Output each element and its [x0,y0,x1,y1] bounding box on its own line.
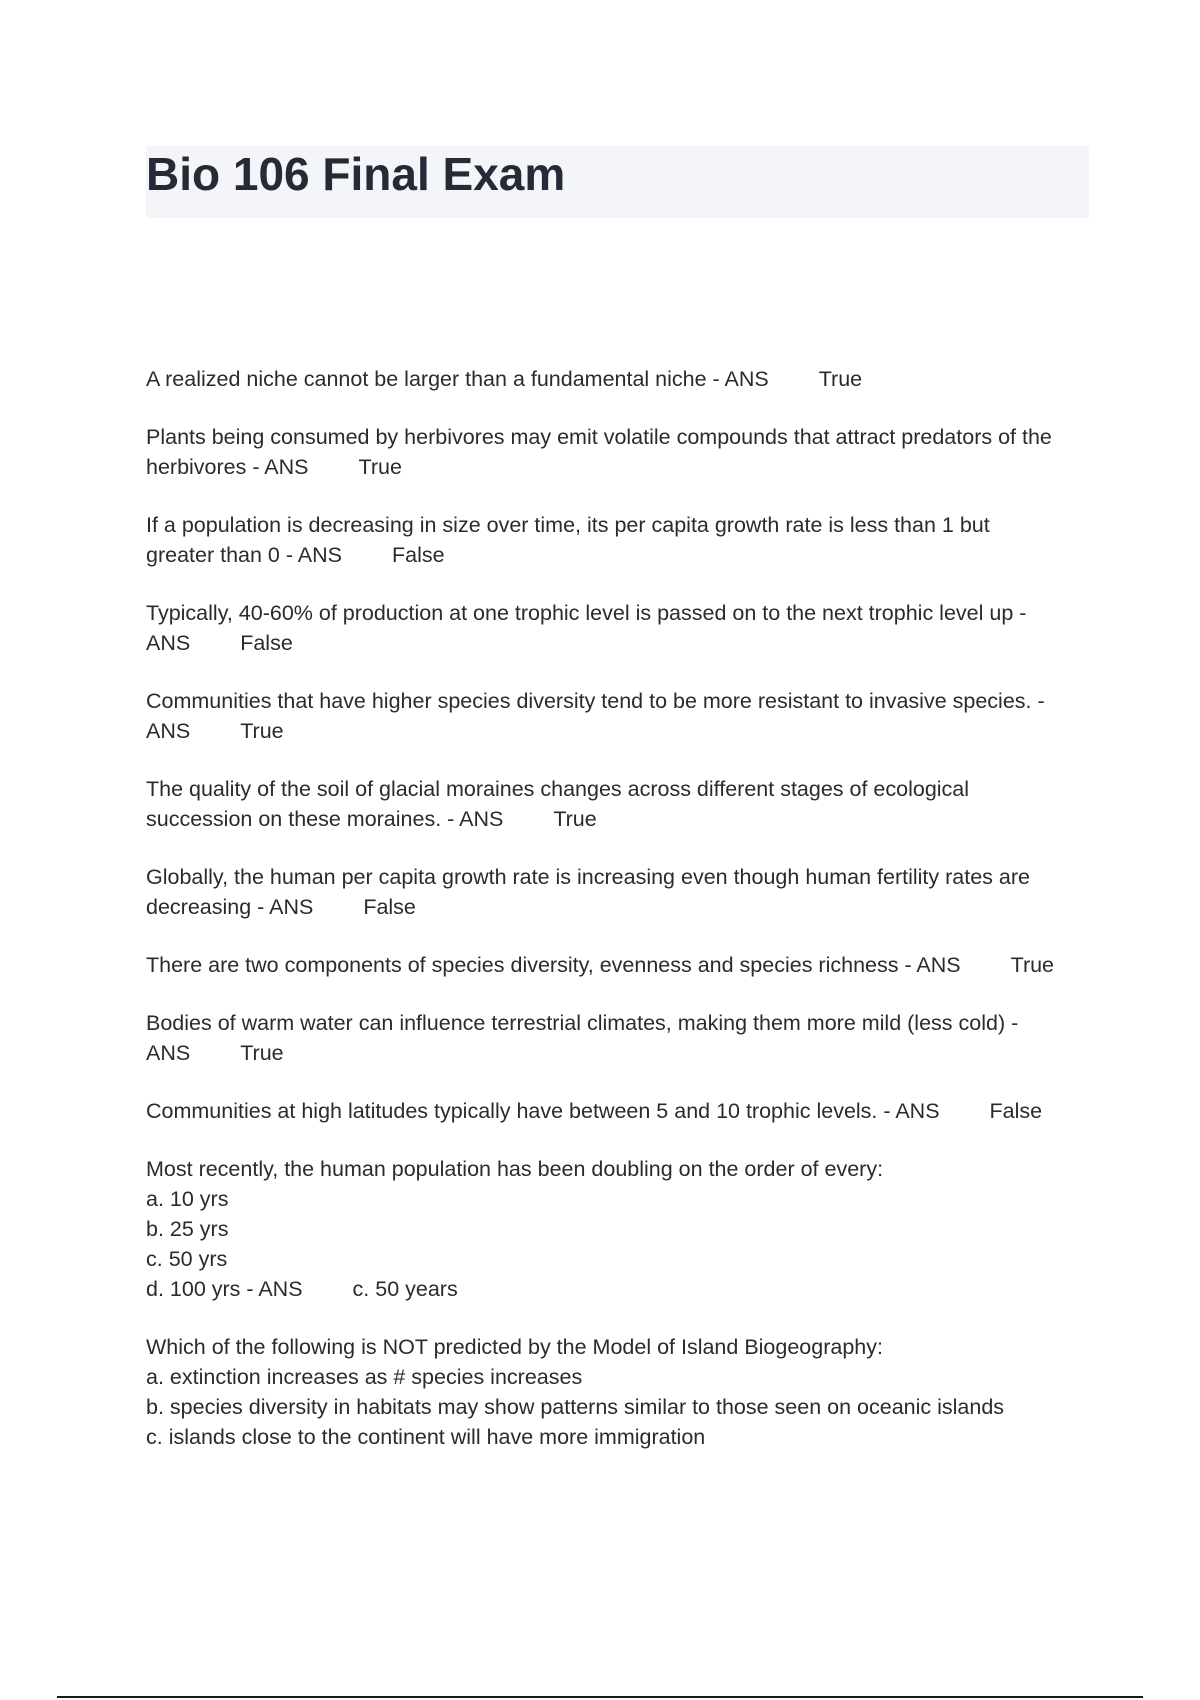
question-line: Which of the following is NOT predicted by the Model of Island Biogeography: [146,1335,883,1359]
question-line-with-answer [146,364,1096,394]
question-item [146,950,1096,980]
question-line-with-answer [146,1038,1096,1068]
answer-text: False [392,543,445,567]
question-item [146,364,1096,394]
question-item [146,1154,1096,1304]
question-text: greater than 0 - ANS [146,543,342,567]
question-line-with-answer [146,892,1096,922]
answer-text: False [363,895,416,919]
question-item [146,1096,1096,1126]
question-item [146,774,1096,834]
question-line-with-answer [146,716,1096,746]
question-line-with-answer [146,1274,1096,1304]
page-title: Bio 106 Final Exam [146,148,566,200]
question-line: Globally, the human per capita growth rate is increasing even though human fertility rates are [146,865,1030,889]
question-item [146,862,1096,922]
question-line: Plants being consumed by herbivores may emit volatile compounds that attract predators of the [146,425,1052,449]
question-text: d. 100 yrs - ANS [146,1277,303,1301]
question-text: decreasing - ANS [146,895,314,919]
question-line-with-answer [146,804,1096,834]
question-line: Most recently, the human population has been doubling on the order of every: [146,1157,884,1181]
question-line-with-answer [146,1096,1096,1126]
answer-text: True [1010,953,1055,977]
question-line: The quality of the soil of glacial moraines changes across different stages of ecological [146,777,970,801]
question-item [146,1332,1096,1452]
question-line: a. extinction increases as # species increases [146,1365,583,1389]
question-line: c. 50 yrs [146,1247,228,1271]
question-text: ANS [146,719,191,743]
question-text: A realized niche cannot be larger than a fundamental niche - ANS [146,367,769,391]
question-line: c. islands close to the continent will have more immigration [146,1425,706,1449]
question-item [146,510,1096,570]
answer-text: True [358,455,402,479]
question-list [146,364,1096,1480]
question-item [146,598,1096,658]
title-band [146,146,1089,218]
question-line-with-answer [146,628,1096,658]
question-text: There are two components of species diversity, evenness and species richness - ANS [146,953,961,977]
question-line: If a population is decreasing in size over time, its per capita growth rate is less than 1 but [146,513,990,537]
question-item [146,1008,1096,1068]
answer-text: False [240,631,293,655]
question-text: herbivores - ANS [146,455,309,479]
answer-text: True [553,807,597,831]
question-line: Typically, 40-60% of production at one trophic level is passed on to the next trophic level up - [146,601,1027,625]
question-line-with-answer [146,540,1096,570]
answer-text: True [240,1041,284,1065]
question-line: a. 10 yrs [146,1187,229,1211]
question-text: succession on these moraines. - ANS [146,807,504,831]
question-line: Bodies of warm water can influence terrestrial climates, making them more mild (less cold) - [146,1011,1019,1035]
question-line: b. 25 yrs [146,1217,229,1241]
answer-text: True [818,367,863,391]
question-text: Communities at high latitudes typically have between 5 and 10 trophic levels. - ANS [146,1099,940,1123]
question-item [146,686,1096,746]
question-item [146,422,1096,482]
answer-text: False [989,1099,1043,1123]
answer-text: c. 50 years [352,1277,458,1301]
footer-divider [57,1696,1143,1698]
question-line: Communities that have higher species diversity tend to be more resistant to invasive species. - [146,689,1045,713]
answer-text: True [240,719,284,743]
question-text: ANS [146,631,191,655]
question-line-with-answer [146,950,1096,980]
question-line: b. species diversity in habitats may show patterns similar to those seen on oceanic islands [146,1395,1005,1419]
question-line-with-answer [146,452,1096,482]
question-text: ANS [146,1041,191,1065]
